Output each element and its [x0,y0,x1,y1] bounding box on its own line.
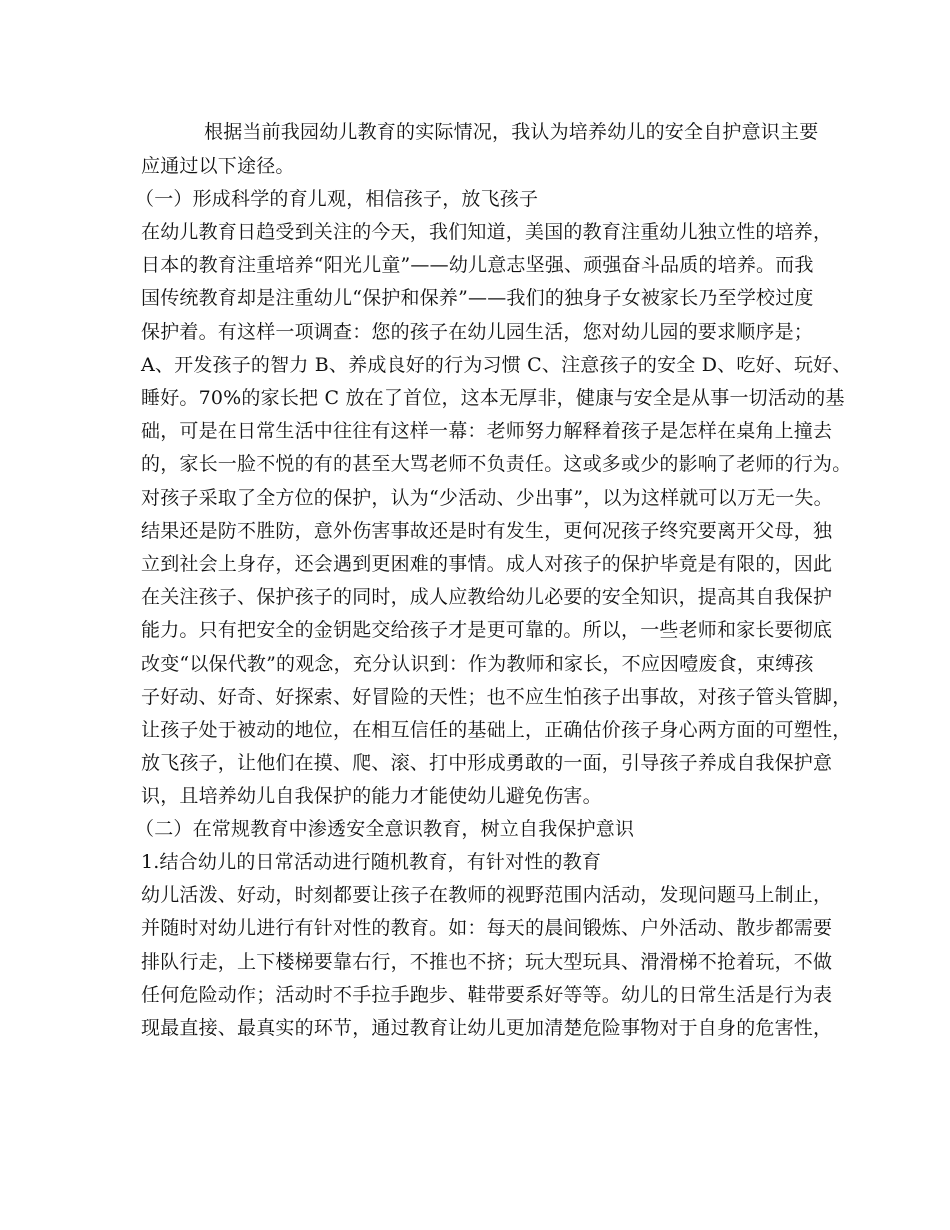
paragraph-line: 根据当前我园幼儿教育的实际情况，我认为培养幼儿的安全自护意识主要 [204,121,819,143]
paragraph-line: 应通过以下途径。 [141,155,295,177]
paragraph-line: 在关注孩子、保护孩子的同时，成人应教给幼儿必要的安全知识，提高其自我保护 [141,586,833,608]
paragraph-line: 睡好。70%的家长把 C 放在了首位，这本无厚非，健康与安全是从事一切活动的基 [141,387,845,409]
paragraph-line: 改变“以保代教”的观念，充分认识到：作为教师和家长，不应因噎废食，束缚孩 [141,653,814,675]
paragraph-line: 的，家长一脸不悦的有的甚至大骂老师不负责任。这或多或少的影响了老师的行为。 [141,453,852,475]
subsection-heading: 1.结合幼儿的日常活动进行随机教育，有针对性的教育 [141,851,602,873]
paragraph-line: 识，且培养幼儿自我保护的能力才能使幼儿避免伤害。 [141,785,602,807]
paragraph-line: 现最直接、最真实的环节，通过教育让幼儿更加清楚危险事物对于自身的危害性， [141,1017,833,1039]
paragraph-line: 日本的教育注重培养“阳光儿童”——幼儿意志坚强、顽强奋斗品质的培养。而我 [141,254,814,276]
paragraph-line: 在幼儿教育日趋受到关注的今天，我们知道，美国的教育注重幼儿独立性的培养， [141,221,833,243]
section-heading: （二）在常规教育中渗透安全意识教育，树立自我保护意识 [135,818,635,840]
paragraph-line: 保护着。有这样一项调查：您的孩子在幼儿园生活，您对幼儿园的要求顺序是； [141,321,814,343]
paragraph-line: 子好动、好奇、好探索、好冒险的天性；也不应生怕孩子出事故，对孩子管头管脚， [141,686,852,708]
paragraph-line: 对孩子采取了全方位的保护，认为“少活动、少出事”，以为这样就可以万无一失。 [141,487,833,509]
paragraph-line: 结果还是防不胜防，意外伤害事故还是时有发生，更何况孩子终究要离开父母，独 [141,520,833,542]
paragraph-line: A、开发孩子的智力 B、养成良好的行为习惯 C、注意孩子的安全 D、吃好、玩好、 [141,354,852,376]
section-heading: （一）形成科学的育儿观，相信孩子，放飞孩子 [135,188,539,210]
paragraph-line: 立到社会上身存，还会遇到更困难的事情。成人对孩子的保护毕竟是有限的，因此 [141,553,833,575]
paragraph-line: 任何危险动作；活动时不手拉手跑步、鞋带要系好等等。幼儿的日常生活是行为表 [141,984,833,1006]
paragraph-line: 并随时对幼儿进行有针对性的教育。如：每天的晨间锻炼、户外活动、散步都需要 [141,917,833,939]
paragraph-line: 础，可是在日常生活中往往有这样一幕：老师努力解释着孩子是怎样在桌角上撞去 [141,420,833,442]
paragraph-line: 放飞孩子，让他们在摸、爬、滚、打中形成勇敢的一面，引导孩子养成自我保护意 [141,752,833,774]
paragraph-line: 幼儿活泼、好动，时刻都要让孩子在教师的视野范围内活动，发现问题马上制止， [141,884,833,906]
paragraph-line: 能力。只有把安全的金钥匙交给孩子才是更可靠的。所以，一些老师和家长要彻底 [141,619,833,641]
paragraph-line: 让孩子处于被动的地位，在相互信任的基础上，正确估价孩子身心两方面的可塑性， [141,719,852,741]
paragraph-line: 排队行走，上下楼梯要靠右行，不推也不挤；玩大型玩具、滑滑梯不抢着玩，不做 [141,951,833,973]
paragraph-line: 国传统教育却是注重幼儿“保护和保养”——我们的独身子女被家长乃至学校过度 [141,287,814,309]
